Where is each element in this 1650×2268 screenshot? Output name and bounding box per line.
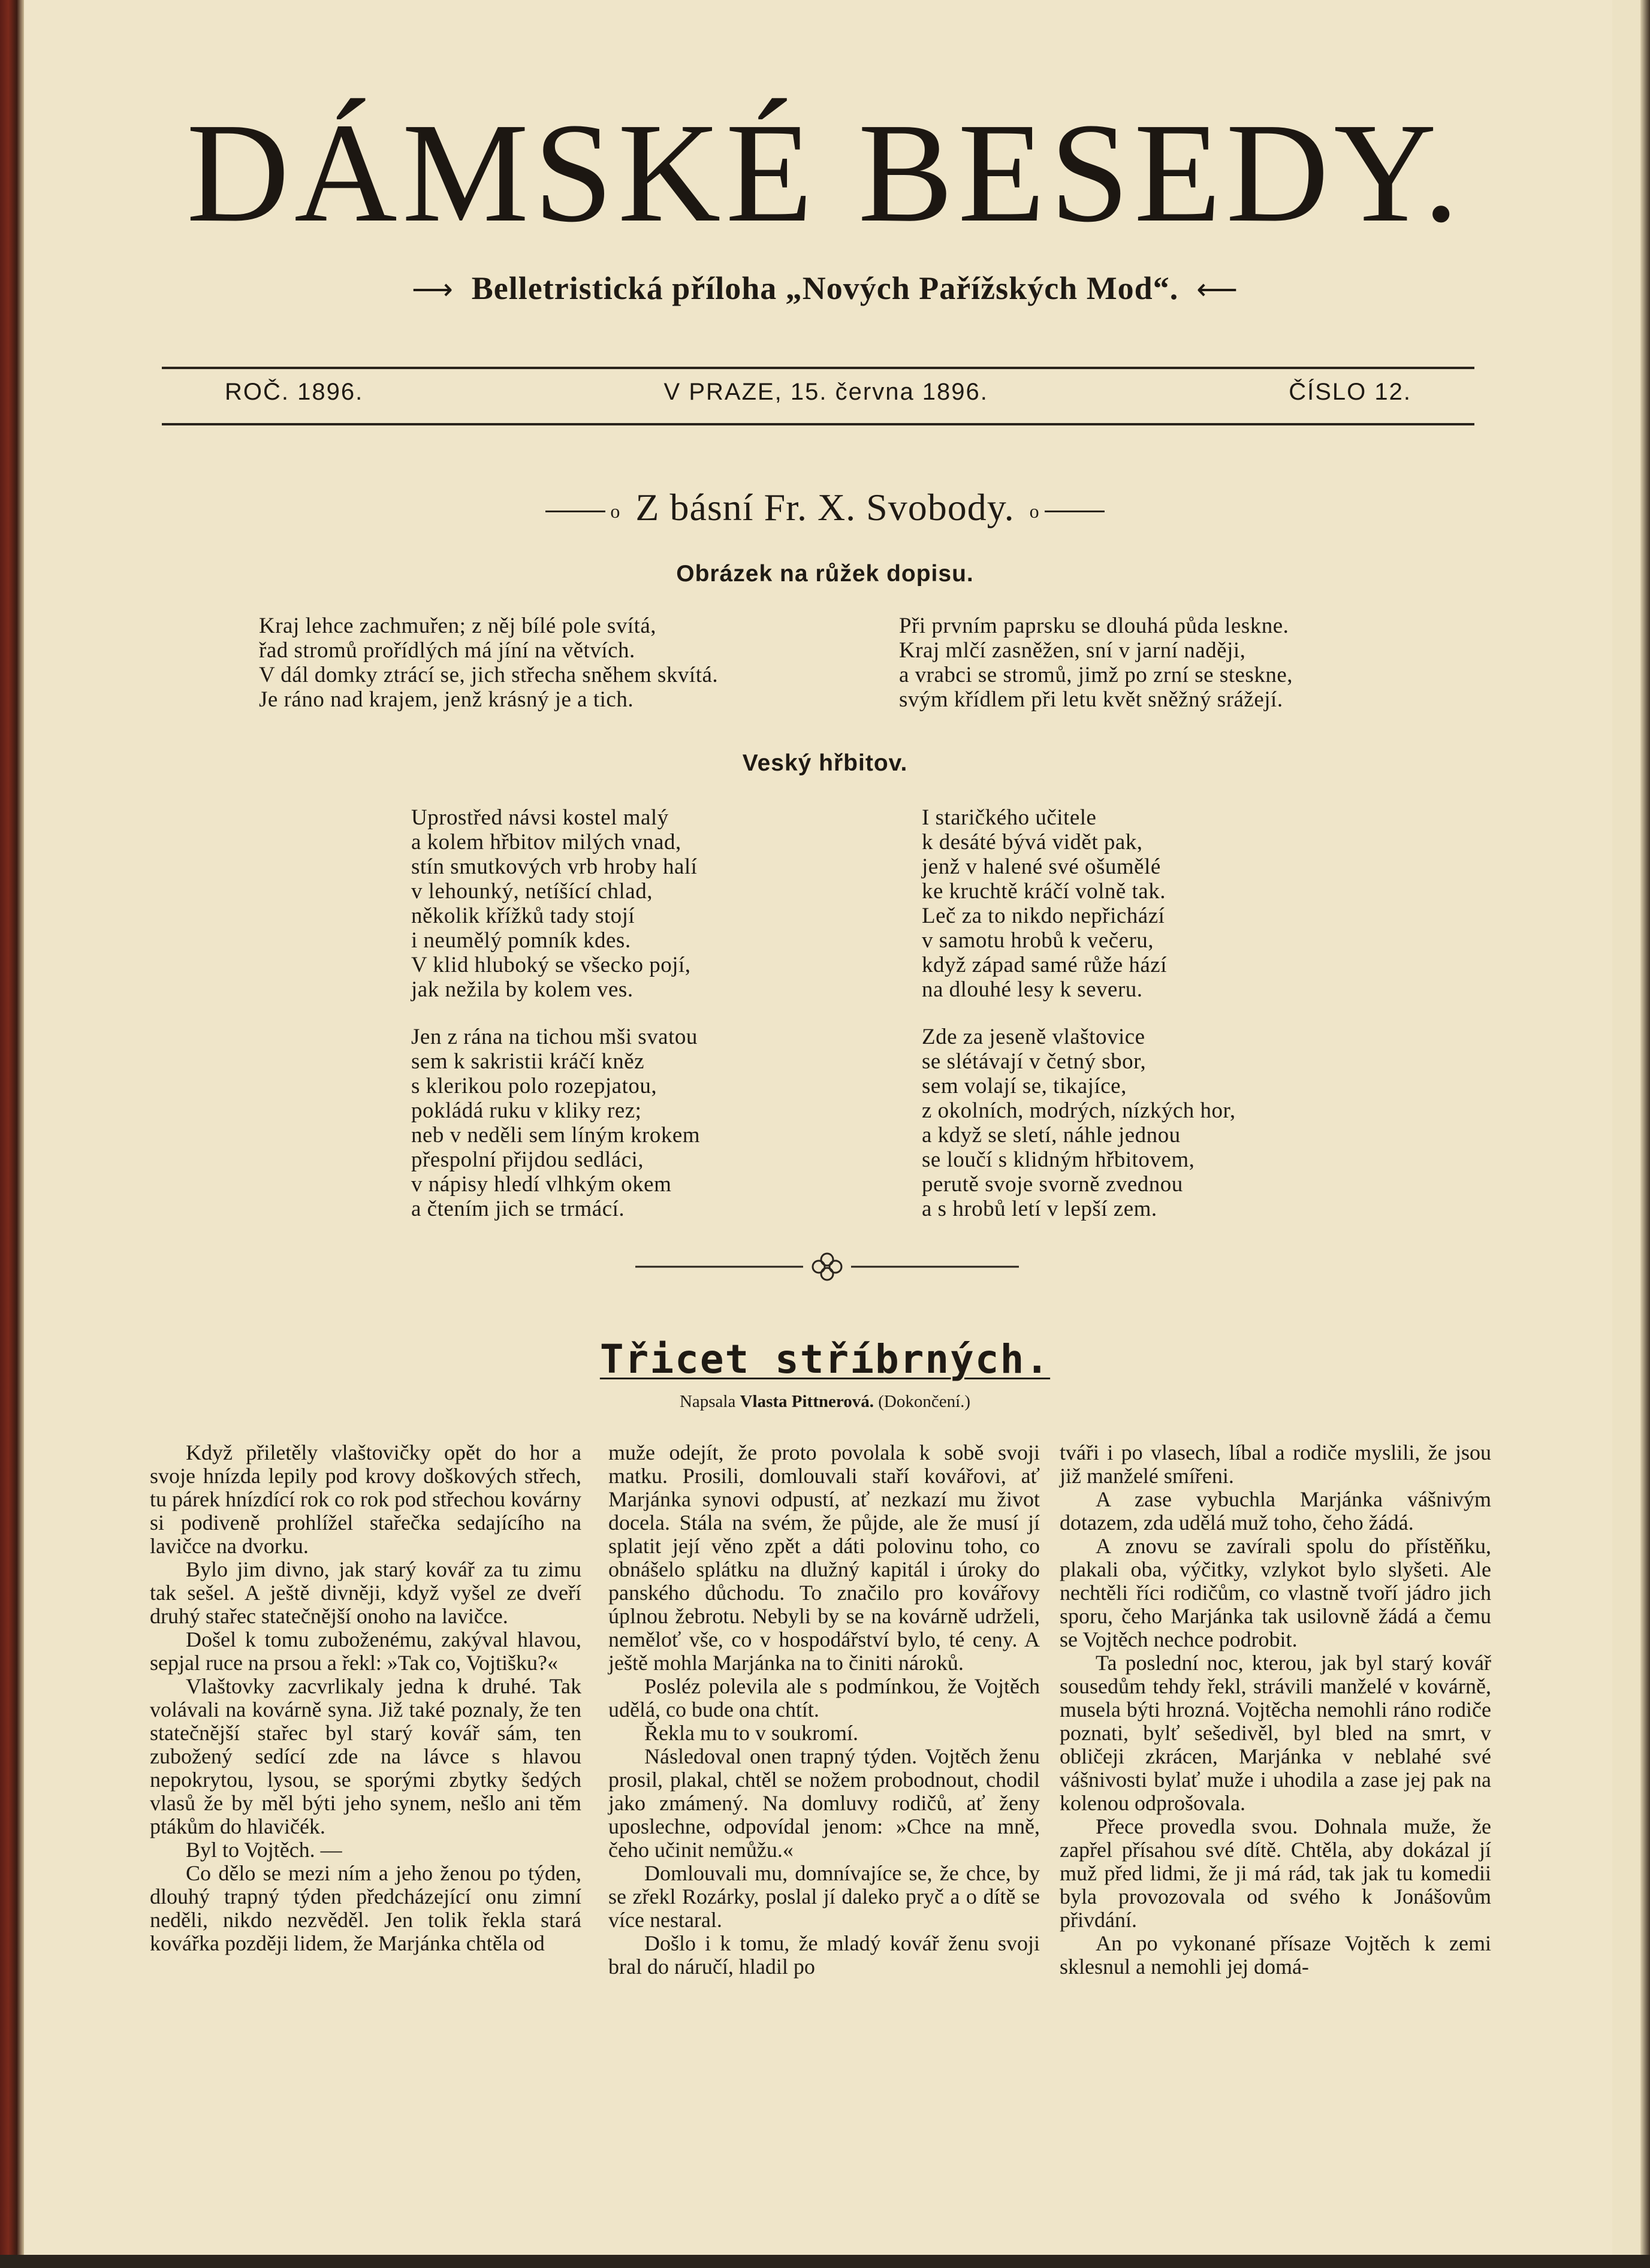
poem2-stanza-2: Jen z rána na tichou mši svatou sem k sakristii kráčí kněz s klerikou polo rozepjatou, pokládá ruku v kliky rez; neb v neděli sem líným krokem přespolní přijdou sedláci, v nápisy hledí vlhkým okem a čtením jich se trmácí. xyxy=(411,1025,701,1221)
col2-paragraph: Následoval onen trapný týden. Vojtěch ženu prosil, plakal, chtěl se nožem probodnout, chodil jako zmámený. Na domluvy rodičů, ať ženy uposlechne, odpovídal jenom: »Chce na mně, čeho učinit nemůžu.« xyxy=(608,1744,1040,1862)
col3-paragraph: A znovu se zavírali spolu do přístěňku, plakali oba, výčitky, vzlykot bylo slyšeti. Ale nechtěli říci rodičům, co vlastně tvoří jádro jich sporu, čeho Marjánka tak usilovně žádá a čemu se Vojtěch nechce podrobit. xyxy=(1060,1534,1491,1651)
col2-paragraph: Došlo i k tomu, že mladý kovář ženu svoji bral do náručí, hladil po xyxy=(608,1931,1040,1979)
poem2-stanza-1: Uprostřed návsi kostel malý a kolem hřbitov milých vnad, stín smutkových vrb hroby halí v lehounký, netíšící chlad, několik křížků tady stojí i neumělý pomník kdes. V klid hluboký se všecko pojí, jak nežila by kolem ves. xyxy=(411,805,698,1002)
masthead-subtitle xyxy=(0,270,1650,307)
poem1-left-stanza: Kraj lehce zachmuřen; z něj bílé pole svítá, řad stromů prořídlých má jíní na větvích. V dál domky ztrácí se, jich střecha sněhem skvítá. Je ráno nad krajem, jenž krásný je a tich. xyxy=(259,614,719,712)
story-column-2 xyxy=(608,1441,1040,1979)
col1-paragraph: Byl to Vojtěch. — xyxy=(186,1838,342,1862)
story-author: Vlasta Pittnerová. xyxy=(740,1392,874,1411)
poem2-stanza-4: Zde za jeseně vlaštovice se slétávají v četný sbor, sem volají se, tikajíce, z okolních, modrých, nízkých hor, a když se sletí, náhle jednou se loučí s klidným hřbitovem, perutě svoje svorně zvednou a s hrobů letí v lepší zem. xyxy=(922,1025,1236,1221)
poems-section-title xyxy=(0,485,1650,530)
issue-info-row xyxy=(225,379,1411,406)
col1-paragraph: Došel k tomu zuboženému, zakýval hlavou, sepjal ruce na prsou a řekl: »Tak co, Vojtišku?« xyxy=(150,1627,581,1675)
col2-paragraph: Posléz polevila ale s podmínkou, že Vojtěch udělá, co bude ona chtít. xyxy=(608,1674,1040,1722)
title-dash-left xyxy=(545,511,605,512)
story-byline xyxy=(0,1392,1650,1412)
title-circle-left-icon: o xyxy=(610,500,621,522)
story-column-1 xyxy=(150,1441,581,1955)
col3-paragraph: Přece provedla svou. Dohnala muže, že zapřel přísahou své dítě. Chtěla, aby dokázal jí muž před lidmi, že ji má rád, tak jak tu komedii byla provozovala od svého k Jonášovům přivdání. xyxy=(1060,1814,1491,1932)
byline-prefix: Napsala xyxy=(679,1392,736,1411)
header-rule-bottom xyxy=(162,423,1474,425)
ornament-divider-icon xyxy=(635,1249,1019,1285)
col1-paragraph: Bylo jim divno, jak starý kovář za tu zimu tak sešel. A ještě divněji, když vyšel ze dveří druhý stařec statečnější onoho na lavičce. xyxy=(150,1557,581,1628)
col2-paragraph: Domlouvali mu, domnívajíce se, že chce, by se zřekl Rozárky, poslal jí daleko pryč a o dítě se více nestaral. xyxy=(608,1861,1040,1932)
col1-paragraph: Když přiletěly vlaštovičky opět do hor a svoje hnízda lepily pod krovy doškových střech, tu párek hnízdící rok co rok pod střechou kovárny si podiveně prohlížel stařečka sedajícího na lavičce na dvorku. xyxy=(150,1440,581,1558)
col3-paragraph: An po vykonané přísaze Vojtěch k zemi sklesnul a nemohli jej domá- xyxy=(1060,1931,1491,1979)
story-column-3 xyxy=(1060,1441,1491,1979)
col3-paragraph: A zase vybuchla Marjánka vášnivým dotazem, zda udělá muž toho, čeho žádá. xyxy=(1060,1487,1491,1535)
byline-suffix: (Dokončení.) xyxy=(878,1392,971,1411)
poems-section-title-text: Z básní Fr. X. Svobody. xyxy=(635,486,1015,529)
issue-number: ČÍSLO 12. xyxy=(1289,379,1411,405)
masthead-title: DÁMSKÉ BESEDY. xyxy=(186,94,1464,252)
flourish-left-icon: ⟶ xyxy=(411,274,454,306)
poem1-right-stanza: Při prvním paprsku se dlouhá půda leskne. Kraj mlčí zasněžen, sní v jarní naději, a vrabci se stromů, jimž po zrní se steskne, svým křídlem při letu květ sněžný srážejí. xyxy=(899,614,1293,712)
title-dash-right xyxy=(1045,511,1105,512)
poem2-stanza-3: I staričkého učitele k desáté bývá vidět pak, jenž v halené své ošumělé ke kruchtě kráčí volně tak. Leč za to nikdo nepřichází v samotu hrobů k večeru, když západ samé růže hází na dlouhé lesy k severu. xyxy=(922,805,1168,1002)
col1-paragraph: Co dělo se mezi ním a jeho ženou po týden, dlouhý trapný týden předcházející onu zimní neděli, nikdo nezvěděl. Jen tolik řekla stará kovářka později lidem, že Marjánka chtěla od xyxy=(150,1861,581,1955)
issue-year: ROČ. 1896. xyxy=(225,379,364,405)
page-edge-shadow xyxy=(1640,0,1650,2268)
subtitle-text: Belletristická příloha „Nových Pařížských Mod“. xyxy=(471,270,1179,306)
story-title: Třicet stříbrných. xyxy=(599,1336,1051,1382)
book-binding xyxy=(0,0,24,2268)
col1-paragraph: Vlaštovky zacvrlikaly jedna k druhé. Tak volávali na kovárně syna. Již také poznaly, že ten statečnější stařec byl starý kovář sám, ten zubožený sedící zde na lávce s hlavou nepokrytou, lysou, se sporými zbytky šedých vlasů že by měl býti jeho synem, nešlo ani těm ptákům do hlavičék. xyxy=(150,1674,581,1838)
header-rule-top xyxy=(162,367,1474,369)
issue-place-date: V PRAZE, 15. června 1896. xyxy=(663,379,988,405)
col3-paragraph: Ta poslední noc, kterou, jak byl starý kovář sousedům tehdy řekl, strávili manželé v kovárně, musela býti hrozná. Vojtěcha nemohli ráno rodiče poznati, bylť sešedivěl, byl bled na smrt, v obličeji zkrácen, Marjánka v neblahé své vášnivosti bylať muže i uhodila a zase jej pak na kolenou odprošovala. xyxy=(1060,1651,1491,1815)
col3-paragraph: tváři i po vlasech, líbal a rodiče myslili, že jsou již manželé smířeni. xyxy=(1060,1440,1491,1488)
poem2-title: Veský hřbitov. xyxy=(742,750,908,776)
bottom-edge xyxy=(0,2255,1650,2268)
flourish-right-icon: ⟵ xyxy=(1196,274,1239,306)
col2-paragraph: muže odejít, že proto povolala k sobě svoji matku. Prosili, domlouvali staří kovářovi, ať Marjánka synovi odpustí, ať nezkazí mu život docela. Stála na svém, že půjde, ale že musí jí splatit její věno zpět a dáti polovinu toho, co obnášelo splátku na dlužný kapitál i úroky do panského důchodu. To značilo pro kovářovy úplnou žebrotu. Nebyli by se na kovárně udrželi, neměloť vše, co v hospodářství bylo, té ceny. A ještě mohla Marjánka na to činiti nároků. xyxy=(608,1440,1040,1675)
poem1-title: Obrázek na růžek dopisu. xyxy=(676,561,974,587)
col2-paragraph: Řekla mu to v soukromí. xyxy=(644,1721,858,1745)
title-circle-right-icon: o xyxy=(1029,500,1040,522)
